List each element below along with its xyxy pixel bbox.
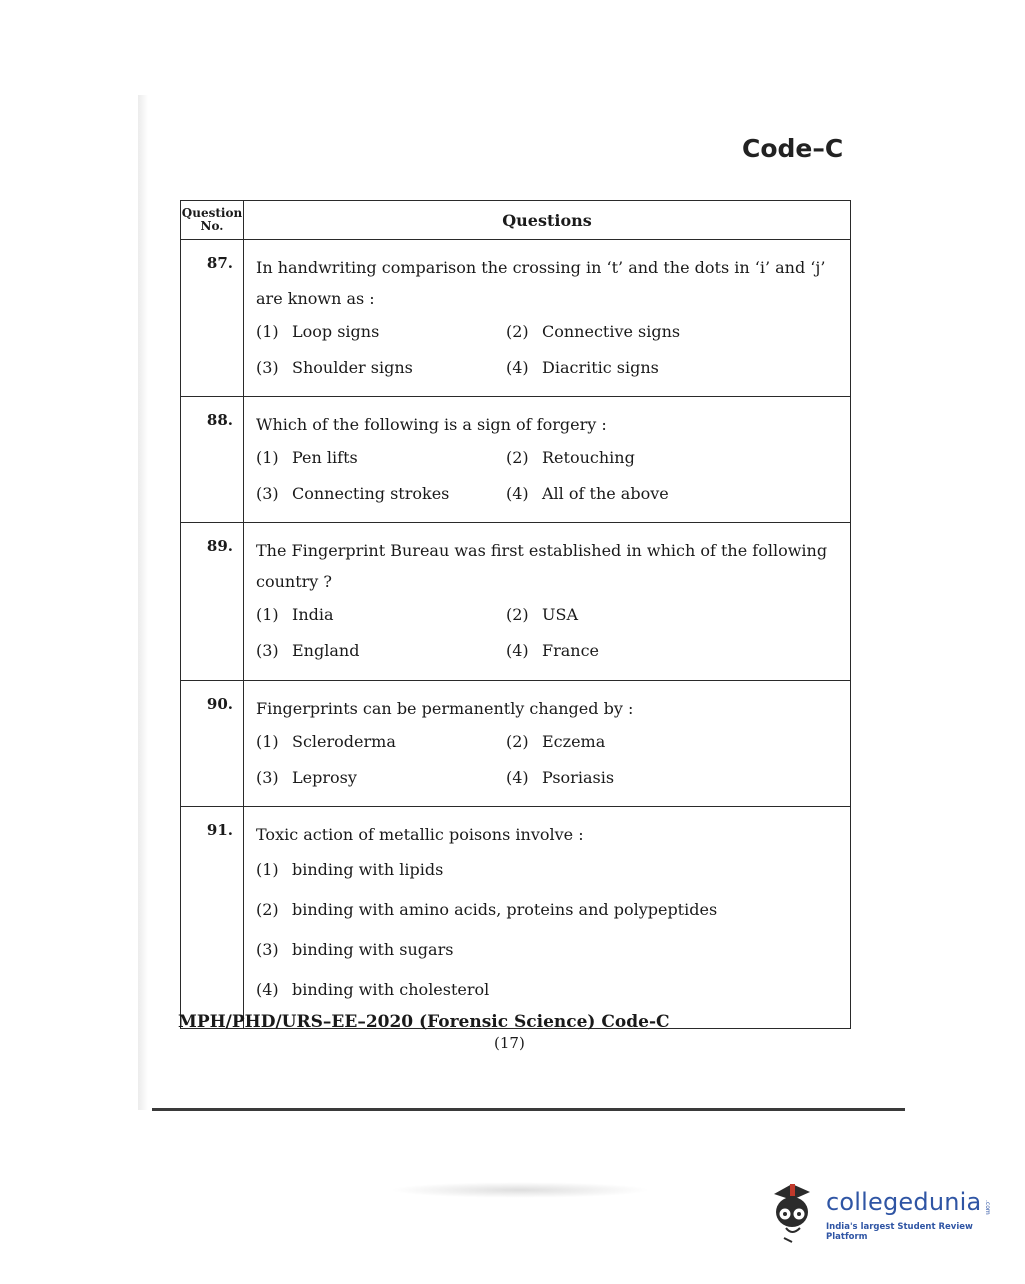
option-label: (2) (256, 900, 279, 919)
option-label: (2) (506, 605, 529, 624)
options-grid (256, 314, 846, 386)
question-row (181, 807, 851, 1029)
brand-tagline: India's largest Student Review Platform (826, 1222, 973, 1242)
option-text: binding with amino acids, proteins and polypeptides (292, 900, 718, 919)
option (256, 724, 506, 760)
question-header-line2: No. (200, 219, 224, 233)
option-text: USA (542, 605, 578, 624)
question-row (181, 681, 851, 807)
brand-name: collegedunia (826, 1188, 982, 1216)
option-text: Leprosy (292, 768, 357, 787)
option (506, 633, 806, 669)
option-label: (3) (256, 940, 279, 959)
option (256, 440, 506, 476)
option (256, 314, 506, 350)
question-body (244, 523, 851, 681)
options-grid (256, 724, 846, 796)
bottom-divider (152, 1108, 905, 1111)
question-number: 90. (181, 681, 244, 807)
question-text: Toxic action of metallic poisons involve : (256, 825, 584, 844)
question-number-header (181, 201, 244, 240)
question-number: 89. (181, 523, 244, 681)
questions-header: Questions (244, 201, 851, 240)
question-number: 91. (181, 807, 244, 1029)
brand-tld: .com (984, 1200, 991, 1215)
option (506, 597, 806, 633)
option (506, 314, 806, 350)
option-label: (1) (256, 322, 279, 341)
option-text: Pen lifts (292, 448, 358, 467)
option-label: (2) (506, 322, 529, 341)
option-text: England (292, 641, 360, 660)
option-label: (1) (256, 605, 279, 624)
question-number: 87. (181, 240, 244, 397)
option (506, 724, 806, 760)
option (256, 633, 506, 669)
option-text: binding with cholesterol (292, 980, 490, 999)
option-text: Shoulder signs (292, 358, 413, 377)
option-text: Loop signs (292, 322, 380, 341)
option (506, 350, 806, 386)
option-label: (4) (506, 358, 529, 377)
option (256, 970, 846, 1010)
question-table (180, 200, 851, 1029)
option-label: (2) (506, 448, 529, 467)
question-row (181, 240, 851, 397)
question-body (244, 681, 851, 807)
option (256, 597, 506, 633)
option (506, 440, 806, 476)
question-body (244, 240, 851, 397)
option-text: binding with sugars (292, 940, 454, 959)
option-label: (3) (256, 484, 279, 503)
option (256, 930, 846, 970)
option (256, 476, 506, 512)
question-text: The Fingerprint Bureau was first established in which of the following country ? (256, 541, 828, 591)
exam-code-footer: MPH/PHD/URS–EE–2020 (Forensic Science) Code-C (178, 1012, 670, 1032)
question-body (244, 807, 851, 1029)
option-label: (3) (256, 358, 279, 377)
option-text: France (542, 641, 600, 660)
question-body (244, 397, 851, 523)
question-number: 88. (181, 397, 244, 523)
option-text: binding with lipids (292, 860, 444, 879)
option-label: (4) (256, 980, 279, 999)
options-list (256, 850, 846, 1010)
scan-smudge (390, 1182, 650, 1198)
option (256, 890, 846, 930)
option-text: Diacritic signs (542, 358, 659, 377)
scan-page-edge (138, 95, 148, 1110)
option (256, 760, 506, 796)
mascot-icon (766, 1178, 822, 1248)
question-text: In handwriting comparison the crossing in ‘t’ and the dots in ‘i’ and ‘j’ are known as : (256, 258, 826, 308)
option-label: (2) (506, 732, 529, 751)
option-text: Eczema (542, 732, 606, 751)
option-label: (1) (256, 448, 279, 467)
option (506, 760, 806, 796)
option-label: (4) (506, 768, 529, 787)
option-label: (1) (256, 732, 279, 751)
option-text: Psoriasis (542, 768, 615, 787)
options-grid (256, 440, 846, 512)
collegedunia-logo (766, 1178, 996, 1248)
option-text: Retouching (542, 448, 635, 467)
question-text: Fingerprints can be permanently changed by : (256, 699, 634, 718)
page-number: (17) (494, 1034, 525, 1052)
option (256, 850, 846, 890)
option-label: (3) (256, 641, 279, 660)
question-row (181, 523, 851, 681)
option-label: (3) (256, 768, 279, 787)
option-text: Connecting strokes (292, 484, 450, 503)
option-text: All of the above (542, 484, 669, 503)
table-header-row (181, 201, 851, 240)
options-grid (256, 597, 846, 669)
option (506, 476, 806, 512)
option-label: (4) (506, 641, 529, 660)
option-text: Connective signs (542, 322, 681, 341)
paper-code: Code–C (742, 134, 844, 163)
option-text: Scleroderma (292, 732, 396, 751)
question-text: Which of the following is a sign of forgery : (256, 415, 607, 434)
option (256, 350, 506, 386)
option-label: (1) (256, 860, 279, 879)
question-header-line1: Question (181, 206, 243, 220)
option-text: India (292, 605, 334, 624)
option-label: (4) (506, 484, 529, 503)
question-row (181, 397, 851, 523)
